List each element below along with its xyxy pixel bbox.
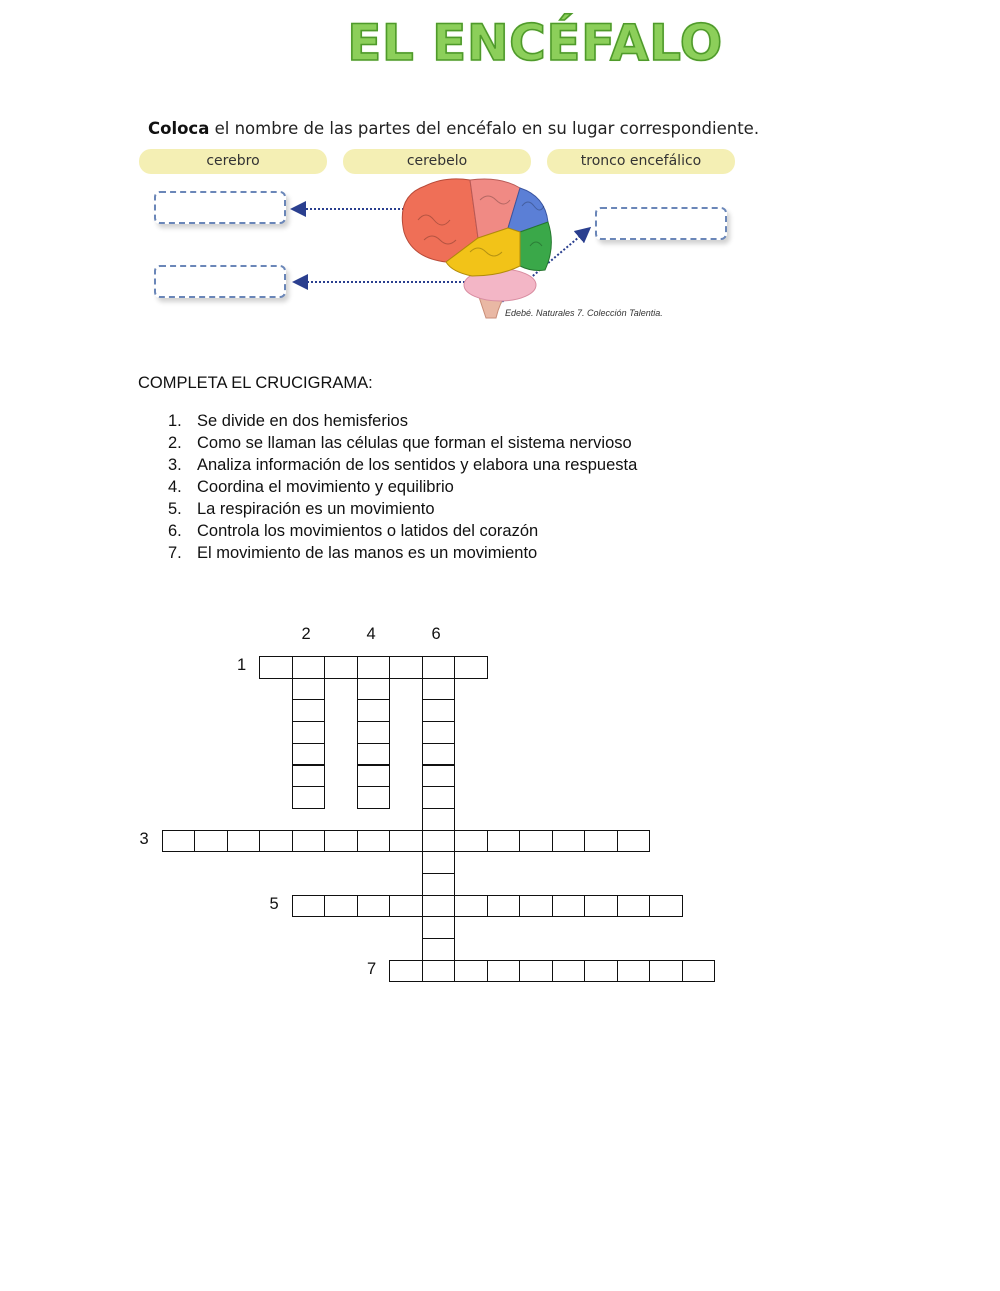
crossword-cell[interactable] (357, 656, 391, 679)
crossword-cell[interactable] (454, 830, 488, 853)
crossword-cell[interactable] (422, 656, 456, 679)
crossword-label-2: 2 (301, 625, 311, 643)
crossword-cell[interactable] (292, 743, 326, 766)
crossword-cell[interactable] (292, 786, 326, 809)
crossword-cell[interactable] (422, 699, 456, 722)
crossword-cell[interactable] (357, 678, 391, 701)
crossword-cell[interactable] (292, 895, 326, 918)
crossword-cell[interactable] (389, 830, 423, 853)
clue-text: La respiración es un movimiento (197, 500, 435, 518)
crossword-cell[interactable] (357, 765, 391, 788)
crossword-cell[interactable] (584, 960, 618, 983)
crossword-label-7: 7 (367, 959, 377, 978)
crossword-cell[interactable] (422, 808, 456, 831)
crossword-cell[interactable] (422, 786, 456, 809)
crossword-label-1: 1 (237, 656, 247, 674)
clue-number: 7. (168, 544, 182, 562)
crossword-heading: COMPLETA EL CRUCIGRAMA: (138, 374, 373, 392)
crossword-cell[interactable] (357, 830, 391, 853)
crossword-cell[interactable] (292, 656, 326, 679)
crossword-cell[interactable] (324, 656, 358, 679)
crossword-cell[interactable] (422, 960, 456, 983)
page-title: EL ENCÉFALO (347, 14, 723, 72)
crossword-cell[interactable] (194, 830, 228, 853)
crossword-cell[interactable] (487, 895, 521, 918)
crossword-cell[interactable] (617, 830, 651, 853)
crossword-cell[interactable] (357, 699, 391, 722)
crossword-cell[interactable] (324, 895, 358, 918)
crossword-cell[interactable] (389, 895, 423, 918)
crossword-cell[interactable] (422, 743, 456, 766)
clue-text: Analiza información de los sentidos y elabora una respuesta (197, 456, 638, 474)
crossword-cell[interactable] (519, 895, 553, 918)
crossword-cell[interactable] (292, 678, 326, 701)
crossword-cell[interactable] (422, 873, 456, 896)
crossword-cell[interactable] (422, 895, 456, 918)
crossword-cell[interactable] (552, 960, 586, 983)
crossword-cell[interactable] (292, 699, 326, 722)
crossword-cell[interactable] (422, 916, 456, 939)
crossword-cell[interactable] (422, 851, 456, 874)
crossword-cell[interactable] (324, 830, 358, 853)
crossword-cell[interactable] (389, 960, 423, 983)
crossword-cell[interactable] (617, 895, 651, 918)
crossword-cell[interactable] (422, 678, 456, 701)
crossword-cell[interactable] (422, 765, 456, 788)
crossword-cell[interactable] (584, 830, 618, 853)
crossword-cell[interactable] (519, 830, 553, 853)
crossword-cell[interactable] (357, 786, 391, 809)
crossword-cell[interactable] (487, 960, 521, 983)
option-cerebro[interactable]: cerebro (139, 149, 327, 174)
clue-number: 1. (168, 412, 182, 430)
crossword-cell[interactable] (259, 830, 293, 853)
crossword-cell[interactable] (519, 960, 553, 983)
image-source-caption: Edebé. Naturales 7. Colección Talentia. (505, 308, 663, 318)
clue-number: 3. (168, 456, 182, 474)
crossword-cell[interactable] (584, 895, 618, 918)
crossword-cell[interactable] (617, 960, 651, 983)
clue-text: Controla los movimientos o latidos del corazón (197, 522, 539, 540)
crossword-label-5: 5 (269, 894, 279, 913)
crossword-label-3: 3 (139, 829, 149, 848)
instruction-bold: Coloca (148, 119, 210, 138)
crossword-cell[interactable] (454, 656, 488, 679)
crossword-cell[interactable] (292, 721, 326, 744)
option-tronco-encefalico[interactable]: tronco encefálico (547, 149, 735, 174)
crossword-cell[interactable] (357, 743, 391, 766)
crossword-cell[interactable] (227, 830, 261, 853)
crossword-cell[interactable] (454, 895, 488, 918)
clue-number: 4. (168, 478, 182, 496)
crossword-cell[interactable] (649, 895, 683, 918)
crossword-cell[interactable] (389, 656, 423, 679)
crossword-cell[interactable] (682, 960, 716, 983)
crossword-cell[interactable] (649, 960, 683, 983)
crossword-cell[interactable] (357, 721, 391, 744)
clue-text: Coordina el movimiento y equilibrio (197, 478, 454, 496)
clue-number: 2. (168, 434, 182, 452)
crossword-cell[interactable] (454, 960, 488, 983)
clue-number: 5. (168, 500, 182, 518)
crossword-label-4: 4 (366, 625, 376, 643)
crossword-cell[interactable] (422, 938, 456, 961)
instruction-rest: el nombre de las partes del encéfalo en su lugar correspondiente. (209, 119, 760, 138)
option-cerebelo[interactable]: cerebelo (343, 149, 531, 174)
crossword-cell[interactable] (487, 830, 521, 853)
crossword-cell[interactable] (422, 721, 456, 744)
crossword-cell[interactable] (552, 895, 586, 918)
crossword-cell[interactable] (292, 765, 326, 788)
crossword-cell[interactable] (552, 830, 586, 853)
crossword-cell[interactable] (259, 656, 293, 679)
crossword-cell[interactable] (162, 830, 196, 853)
clue-text: Se divide en dos hemisferios (197, 412, 408, 430)
crossword-cell[interactable] (422, 830, 456, 853)
crossword-cell[interactable] (292, 830, 326, 853)
clue-text: Como se llaman las células que forman el sistema nervioso (197, 434, 632, 452)
crossword-cell[interactable] (357, 895, 391, 918)
crossword-label-6: 6 (431, 625, 441, 643)
clue-number: 6. (168, 522, 182, 540)
clue-text: El movimiento de las manos es un movimiento (197, 544, 538, 562)
